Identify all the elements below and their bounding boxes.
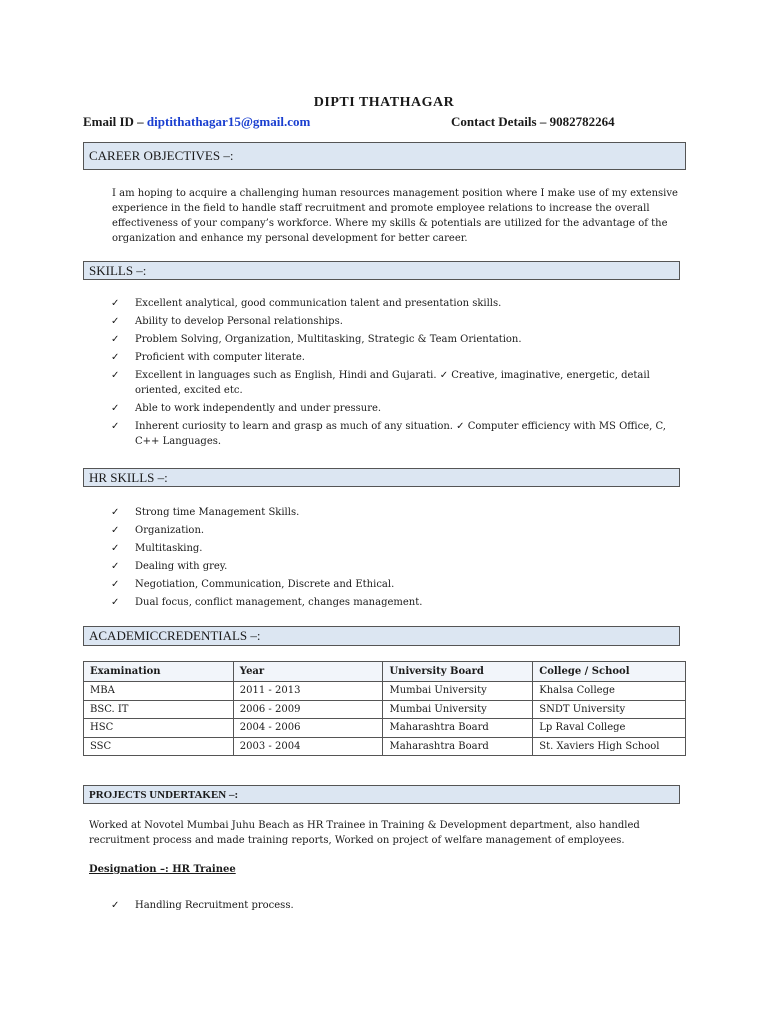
check-icon: ✓	[111, 334, 120, 345]
table-cell: 2006 - 2009	[233, 700, 383, 719]
career-objectives-heading: CAREER OBJECTIVES –:	[83, 142, 686, 170]
phone-number: 9082782264	[549, 114, 615, 129]
academic-heading: ACADEMICCREDENTIALS –:	[83, 626, 680, 646]
hr-skills-heading: HR SKILLS –:	[83, 468, 680, 487]
check-icon: ✓	[111, 421, 120, 433]
column-header: University Board	[383, 662, 533, 682]
check-icon: ✓	[111, 352, 120, 363]
list-item: ✓ Inherent curiosity to learn and grasp as much of any situation. ✓ Computer efficiency with MS Office, C, C++ Languages.	[111, 421, 666, 448]
table-cell: MBA	[84, 682, 234, 701]
list-item: ✓ Handling Recruitment process.	[111, 898, 671, 913]
projects-heading: PROJECTS UNDERTAKEN –:	[83, 785, 680, 804]
skills-heading: SKILLS –:	[83, 261, 680, 280]
candidate-name: DIPTI THATHAGAR	[313, 95, 455, 110]
table-cell: 2003 - 2004	[233, 737, 383, 756]
list-item: ✓ Dealing with grey.	[111, 559, 671, 574]
table-cell: SNDT University	[533, 700, 686, 719]
contact-label: Contact Details –	[451, 114, 547, 129]
email-label: Email ID –	[83, 114, 144, 129]
table-cell: 2004 - 2006	[233, 719, 383, 738]
table-header-row	[84, 662, 686, 682]
list-item: ✓ Multitasking.	[111, 541, 671, 556]
check-icon: ✓	[111, 579, 120, 590]
table-cell: Khalsa College	[533, 682, 686, 701]
hr-skills-list	[111, 505, 671, 613]
check-icon: ✓	[111, 900, 120, 911]
check-icon: ✓	[111, 298, 120, 309]
column-header: College / School	[533, 662, 686, 682]
table-cell: Lp Raval College	[533, 719, 686, 738]
list-item: ✓ Able to work independently and under pressure.	[111, 401, 671, 416]
projects-list	[111, 898, 671, 916]
table-cell: 2011 - 2013	[233, 682, 383, 701]
skills-list	[111, 296, 671, 452]
check-icon: ✓	[111, 507, 120, 518]
table-cell: HSC	[84, 719, 234, 738]
designation-label: Designation –: HR Trainee	[89, 864, 236, 875]
column-header: Examination	[84, 662, 234, 682]
table-cell: BSC. IT	[84, 700, 234, 719]
list-item: ✓ Dual focus, conflict management, changes management.	[111, 595, 671, 610]
table-cell: Mumbai University	[383, 682, 533, 701]
phone-block	[451, 114, 615, 130]
check-icon: ✓	[111, 561, 120, 572]
table-cell: Maharashtra Board	[383, 719, 533, 738]
career-objectives-text: I am hoping to acquire a challenging human resources management position where I make use of my extensive experience in the field to handle staff recruitment and promote employee relations to increase the overall effectiveness of your company’s workforce. Where my skills & potentials are utilized for the advantage of the organization and enhance my personal development for better career.	[112, 188, 678, 244]
academic-table	[83, 661, 686, 756]
check-icon: ✓	[111, 525, 120, 536]
check-icon: ✓	[111, 316, 120, 327]
table-row	[84, 719, 686, 738]
table-row	[84, 700, 686, 719]
list-item: ✓ Negotiation, Communication, Discrete and Ethical.	[111, 577, 671, 592]
table-cell: SSC	[84, 737, 234, 756]
table-cell: Mumbai University	[383, 700, 533, 719]
check-icon: ✓	[111, 403, 120, 415]
check-icon: ✓	[111, 543, 120, 554]
table-row	[84, 737, 686, 756]
list-item: ✓ Organization.	[111, 523, 671, 538]
list-item: ✓ Problem Solving, Organization, Multitasking, Strategic & Team Orientation.	[111, 332, 671, 347]
contact-line	[83, 114, 683, 130]
projects-text: Worked at Novotel Mumbai Juhu Beach as HR Trainee in Training & Development department, also handled recruitment process and made training reports, Worked on project of welfare management of employees.	[89, 820, 640, 846]
email-link[interactable]: diptithathagar15@gmail.com	[146, 114, 311, 129]
list-item: ✓ Excellent in languages such as English, Hindi and Gujarati. ✓ Creative, imaginative, energetic, detail oriented, excited etc.	[111, 370, 650, 397]
check-icon: ✓	[111, 370, 120, 381]
list-item: ✓ Proficient with computer literate.	[111, 350, 671, 365]
check-icon: ✓	[111, 597, 120, 608]
list-item: ✓ Strong time Management Skills.	[111, 505, 671, 520]
table-row	[84, 682, 686, 701]
list-item: ✓ Excellent analytical, good communication talent and presentation skills.	[111, 296, 671, 311]
list-item: ✓ Ability to develop Personal relationships.	[111, 314, 671, 329]
table-cell: Maharashtra Board	[383, 737, 533, 756]
table-cell: St. Xaviers High School	[533, 737, 686, 756]
column-header: Year	[233, 662, 383, 682]
